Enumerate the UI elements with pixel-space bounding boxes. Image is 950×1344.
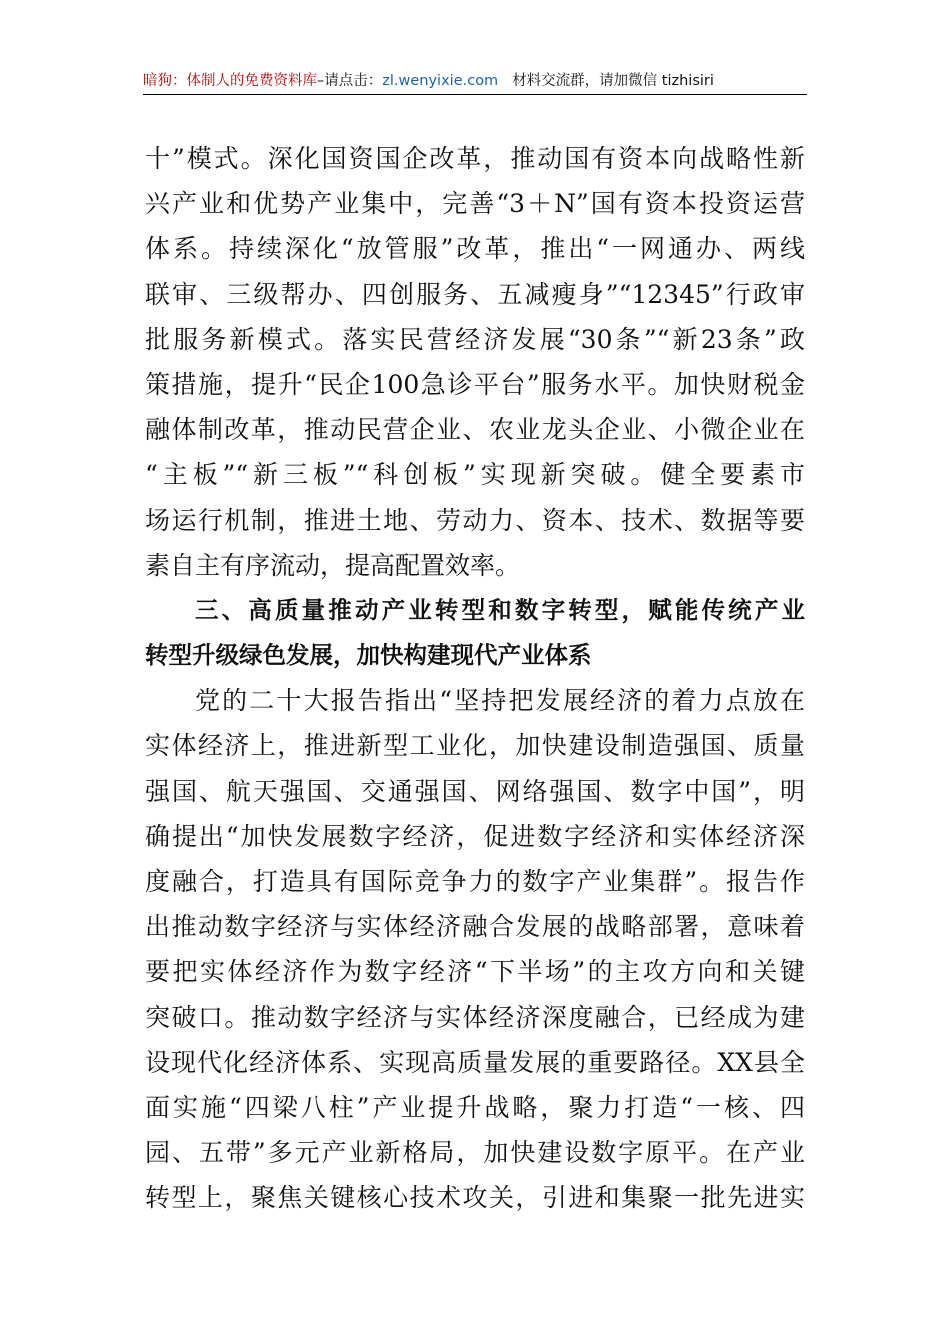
paragraph-2 (145, 678, 805, 1220)
heading-line: 转型升级绿色发展，加快构建现代产业体系 (145, 641, 592, 670)
text-line: 批服务新模式。落实民营经济发展“30条”“新23条”政 (145, 324, 805, 354)
page-header (143, 70, 807, 95)
text-line: 园、五带”多元产业新格局，加快建设数字原平。在产业 (145, 1138, 805, 1168)
text-line: 设现代化经济体系、实现高质量发展的重要路径。XX县全 (145, 1047, 805, 1077)
heading-line: 三、高质量推动产业转型和数字转型，赋能传统产业 (195, 595, 805, 624)
text-line: 度融合，打造具有国际竞争力的数字产业集群”。报告作 (145, 867, 805, 896)
text-line: 要把实体经济作为数字经济“下半场”的主攻方向和关键 (145, 957, 805, 987)
text-line: 面实施“四梁八柱”产业提升战略，聚力打造“一核、四 (145, 1092, 805, 1122)
header-separator: –请点击： (317, 73, 383, 89)
text-line: 融体制改革，推动民营企业、农业龙头企业、小微企业在 (145, 415, 805, 445)
document-body (145, 136, 805, 1221)
text-line: 素自主有序流动，提高配置效率。 (145, 550, 521, 580)
text-line: 转型上，聚焦关键核心技术攻关，引进和集聚一批先进实 (145, 1183, 805, 1213)
header-brand: 暗狗：体制人的免费资料库 (143, 73, 317, 89)
text-line: 策措施，提升“民企100急诊平台”服务水平。加快财税金 (145, 369, 805, 399)
text-line: 场运行机制，推进土地、劳动力、资本、技术、数据等要 (145, 505, 805, 535)
paragraph-1 (145, 136, 805, 588)
text-line: 兴产业和优势产业集中，完善“3＋N”国有资本投资运营 (145, 189, 805, 219)
header-contact: 材料交流群，请加微信 tizhisiri (512, 73, 714, 89)
text-line: 强国、航天强国、交通强国、网络强国、数字中国”，明 (145, 776, 805, 806)
header-link[interactable]: zl.wenyixie.com (382, 73, 499, 89)
text-line: 出推动数字经济与实体经济融合发展的战略部署，意味着 (145, 912, 805, 942)
text-line: 确提出“加快发展数字经济，促进数字经济和实体经济深 (145, 821, 805, 851)
text-line: 十”模式。深化国资国企改革，推动国有资本向战略性新 (145, 144, 805, 173)
text-line: 联审、三级帮办、四创服务、五减瘦身”“12345”行政审 (145, 279, 805, 309)
text-line: 实体经济上，推进新型工业化，加快建设制造强国、质量 (145, 731, 805, 761)
section-heading (145, 588, 805, 678)
text-line: “主板”“新三板”“科创板”实现新突破。健全要素市 (145, 460, 805, 490)
text-line: 体系。持续深化“放管服”改革，推出“一网通办、两线 (145, 234, 805, 264)
text-line: 突破口。推动数字经济与实体经济深度融合，已经成为建 (145, 1002, 805, 1032)
text-line: 党的二十大报告指出“坚持把发展经济的着力点放在 (195, 686, 805, 716)
